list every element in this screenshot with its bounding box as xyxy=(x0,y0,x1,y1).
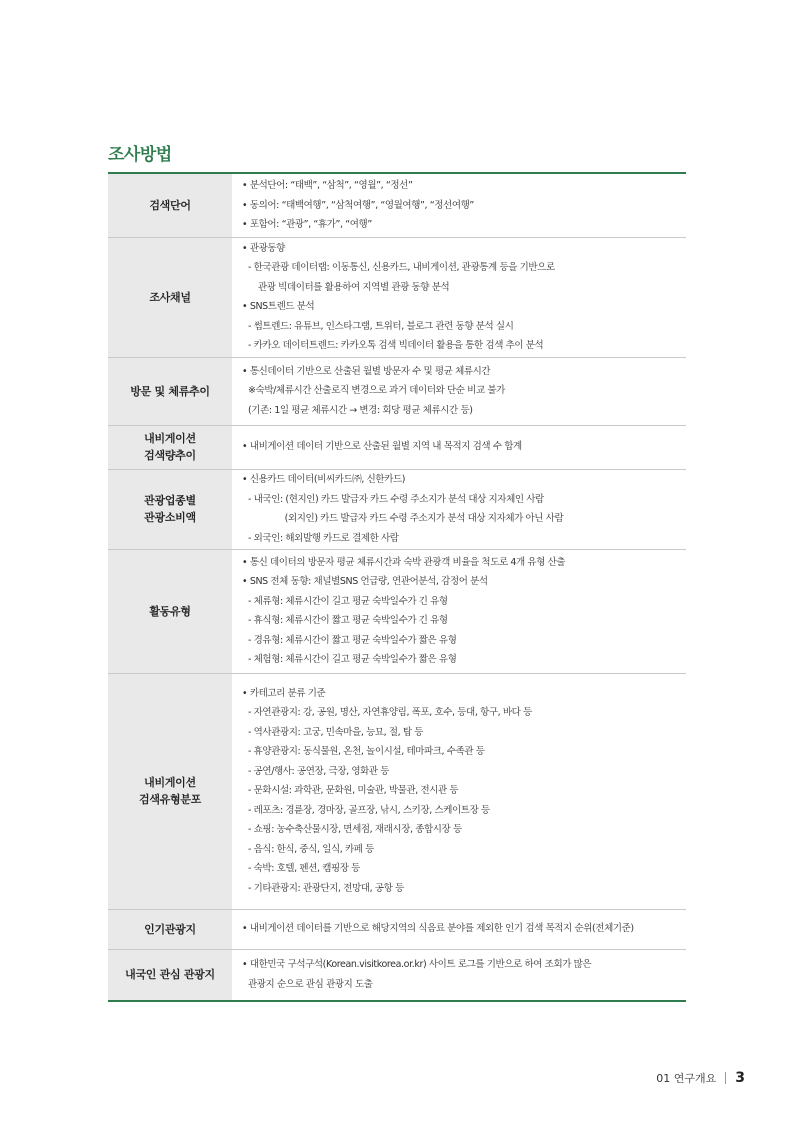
table-row xyxy=(108,949,686,1001)
row-content xyxy=(232,357,686,425)
content-line: - 휴식형: 체류시간이 짧고 평균 숙박일수가 긴 유형 xyxy=(248,615,448,626)
content-line: - 체험형: 체류시간이 길고 평균 숙박일수가 짧은 유형 xyxy=(248,654,457,665)
content-line: - 카카오 데이터트렌드: 카카오톡 검색 빅데이터 활용을 통한 검색 추이 분석 xyxy=(248,340,544,351)
table-body xyxy=(108,173,686,1001)
row-content xyxy=(232,237,686,357)
row-header: 관광업종별 관광소비액 xyxy=(108,469,232,549)
table-row xyxy=(108,549,686,673)
row-header: 인기관광지 xyxy=(108,909,232,949)
row-content xyxy=(232,173,686,237)
content-line: ※숙박/체류시간 산출로직 변경으로 과거 데이터와 단순 비교 불가 xyxy=(248,385,505,397)
table-row xyxy=(108,173,686,237)
content-line: - 한국관광 데이터랩: 이동통신, 신용카드, 내비게이션, 관광통계 등을 기반으로 xyxy=(248,262,555,273)
page-footer xyxy=(656,1070,745,1086)
section-title: 조사방법 xyxy=(108,145,172,165)
table-row xyxy=(108,237,686,357)
row-content xyxy=(232,909,686,949)
row-content xyxy=(232,549,686,673)
content-line: - 역사관광지: 고궁, 민속마을, 능묘, 절, 탑 등 xyxy=(248,726,424,738)
table-row xyxy=(108,673,686,909)
row-header: 내비게이션 검색유형분포 xyxy=(108,673,232,909)
content-line: - 경유형: 체류시간이 짧고 평균 숙박일수가 짧은 유형 xyxy=(248,634,457,646)
content-line: - 문화시설: 과학관, 문화원, 미술관, 박물관, 전시관 등 xyxy=(248,785,459,797)
row-header: 내국인 관심 관광지 xyxy=(108,949,232,1001)
content-line: • SNS 전체 동향: 채널별SNS 언급량, 연관어분석, 감정어 분석 xyxy=(242,576,488,587)
content-line: - 음식: 한식, 중식, 일식, 카페 등 xyxy=(248,843,374,855)
content-line: • 분석단어: “태백”, “삼척”, “영월”, “정선” xyxy=(242,180,413,191)
content-line: - 외국인: 해외발행 카드로 결제한 사람 xyxy=(248,532,399,544)
footer-section-label: 01 연구개요 xyxy=(656,1072,717,1085)
content-line: • 카테고리 분류 기준 xyxy=(242,687,326,699)
table-row xyxy=(108,357,686,425)
content-line: • 내비게이션 데이터 기반으로 산출된 월별 지역 내 목적지 검색 수 합계 xyxy=(242,441,522,453)
content-line: - 숙박: 호텔, 펜션, 캠핑장 등 xyxy=(248,863,360,875)
content-line: • 통신데이터 기반으로 산출된 월별 방문자 수 및 평균 체류시간 xyxy=(242,365,491,377)
content-line: - 썸트렌드: 유튜브, 인스타그램, 트위터, 블로그 관련 동향 분석 실시 xyxy=(248,320,514,332)
content-line: • 동의어: “태백여행”, “삼척여행”, “영월여행”, “정선여행” xyxy=(242,199,474,211)
row-header: 활동유형 xyxy=(108,549,232,673)
content-line: - 휴양관광지: 동식물원, 온천, 놀이시설, 테마파크, 수족관 등 xyxy=(248,746,485,758)
content-line: 관광 빅데이터를 활용하여 지역별 관광 동향 분석 xyxy=(258,281,450,293)
content-line: • 관광동향 xyxy=(242,242,285,254)
row-header: 방문 및 체류추이 xyxy=(108,357,232,425)
table-row xyxy=(108,909,686,949)
row-content xyxy=(232,425,686,469)
content-line: - 체류형: 체류시간이 길고 평균 숙박일수가 긴 유형 xyxy=(248,595,448,607)
content-line: • 통신 데이터의 방문자 평균 체류시간과 숙박 관광객 비율을 척도로 4개 유형 산출 xyxy=(242,556,566,568)
content-line: (기존: 1일 평균 체류시간 → 변경: 회당 평균 체류시간 등) xyxy=(248,404,473,416)
row-header: 검색단어 xyxy=(108,173,232,237)
row-content xyxy=(232,949,686,1001)
content-line: 관광지 순으로 관심 관광지 도출 xyxy=(248,978,373,990)
row-header: 내비게이션 검색량추이 xyxy=(108,425,232,469)
row-content xyxy=(232,469,686,549)
content-line: - 레포츠: 경륜장, 경마장, 골프장, 낚시, 스키장, 스케이트장 등 xyxy=(248,804,490,816)
content-line: - 쇼핑: 농수축산물시장, 면세점, 재래시장, 종합시장 등 xyxy=(248,824,462,836)
survey-method-table xyxy=(108,172,686,1002)
content-line: • SNS트렌드 분석 xyxy=(242,301,315,312)
content-line: • 내비게이션 데이터를 기반으로 해당지역의 식음료 분야를 제외한 인기 검색 목적지 순위(전체기준) xyxy=(242,923,634,935)
content-line: - 자연관광지: 강, 공원, 명산, 자연휴양림, 폭포, 호수, 등대, 항구, 바다 등 xyxy=(248,707,532,719)
content-line: • 신용카드 데이터(비씨카드㈜, 신한카드) xyxy=(242,474,406,485)
content-line: • 대한민국 구석구석(Korean.visitkorea.or.kr) 사이트 로그를 기반으로 하여 조회가 많은 xyxy=(242,959,592,971)
content-line: - 내국인: (현지인) 카드 발급자 카드 수령 주소지가 분석 대상 지자체인 사람 xyxy=(248,493,544,505)
table-row xyxy=(108,425,686,469)
row-header: 조사채널 xyxy=(108,237,232,357)
page-number: 3 xyxy=(735,1070,745,1086)
content-line: • 포함어: “관광”, “휴가”, “여행” xyxy=(242,219,372,230)
footer-divider xyxy=(725,1072,726,1084)
content-line: - 기타관광지: 관광단지, 전망대, 공항 등 xyxy=(248,882,404,894)
content-line: (외지인) 카드 발급자 카드 수령 주소지가 분석 대상 지자체가 아닌 사람 xyxy=(248,513,564,524)
row-content xyxy=(232,673,686,909)
table-row xyxy=(108,469,686,549)
content-line: - 공연/행사: 공연장, 극장, 영화관 등 xyxy=(248,765,390,777)
